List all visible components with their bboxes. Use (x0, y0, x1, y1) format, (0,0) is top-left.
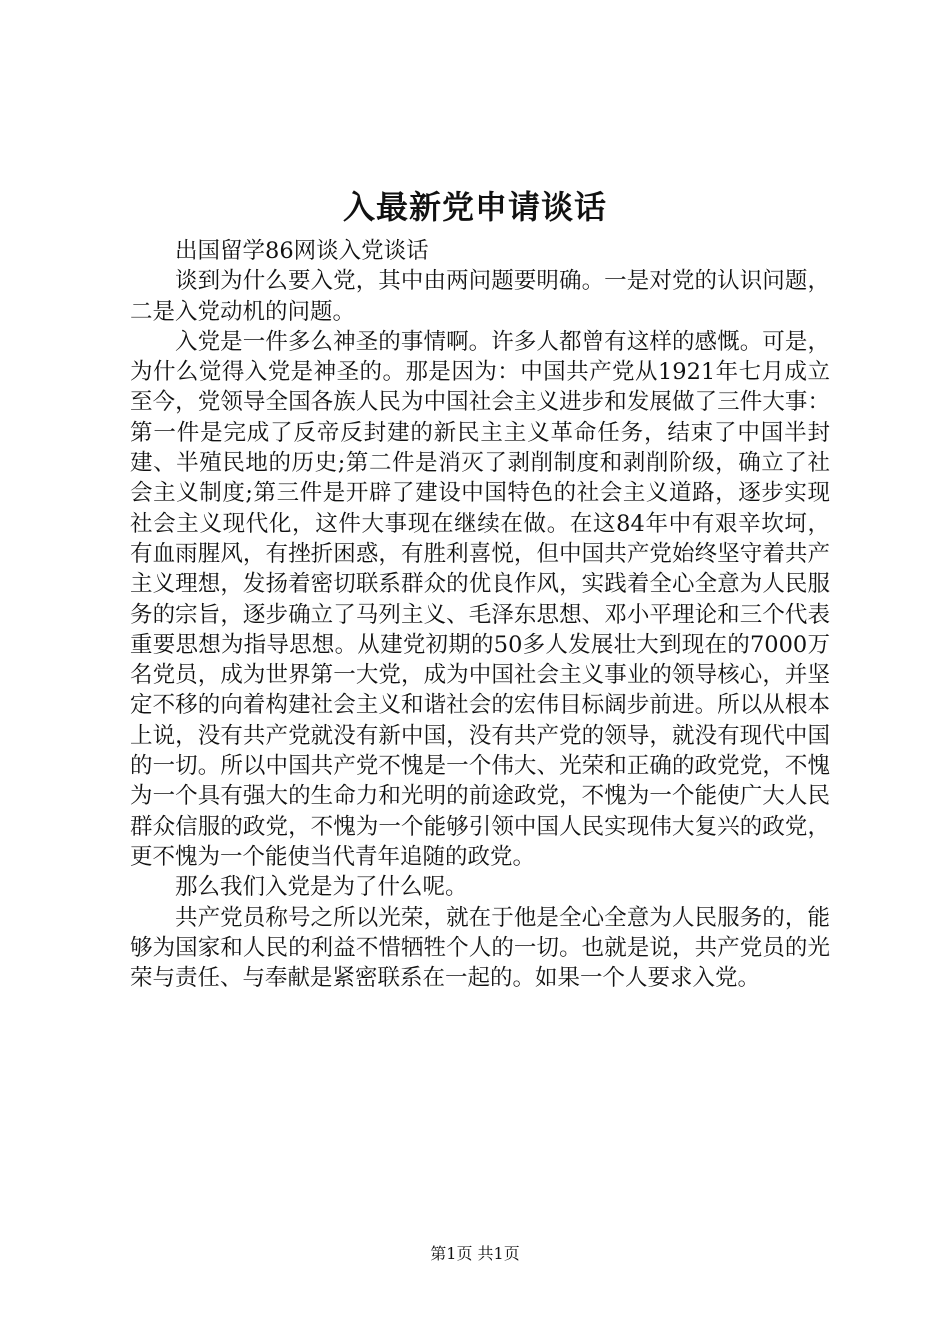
document-body (130, 236, 830, 993)
paragraph: 共产党员称号之所以光荣，就在于他是全心全意为人民服务的，能够为国家和人民的利益不惜牺牲个人的一切。也就是说，共产党员的光荣与责任、与奉献是紧密联系在一起的。如果一个人要求入党。 (130, 904, 830, 992)
page-number-footer: 第1页 共1页 (430, 1244, 520, 1263)
paragraph: 出国留学86网谈入党谈话 (175, 238, 429, 264)
paragraph: 入党是一件多么神圣的事情啊。许多人都曾有这样的感慨。可是，为什么觉得入党是神圣的。那是因为：中国共产党从1921年七月成立至今，党领导全国各族人民为中国社会主义进步和发展做了三件大事：第一件是完成了反帝反封建的新民主主义革命任务，结束了中国半封建、半殖民地的历史;第二件是消灭了剥削制度和剥削阶级，确立了社会主义制度;第三件是开辟了建设中国特色的社会主义道路，逐步实现社会主义现代化，这件大事现在继续在做。在这84年中有艰辛坎坷，有血雨腥风，有挫折困惑，有胜利喜悦，但中国共产党始终坚守着共产主义理想，发扬着密切联系群众的优良作风，实践着全心全意为人民服务的宗旨，逐步确立了马列主义、毛泽东思想、邓小平理论和三个代表重要思想为指导思想。从建党初期的50多人发展壮大到现在的7000万名党员，成为世界第一大党，成为中国社会主义事业的领导核心，并坚定不移的向着构建社会主义和谐社会的宏伟目标阔步前进。所以从根本上说，没有共产党就没有新中国，没有共产党的领导，就没有现代中国的一切。所以中国共产党不愧是一个伟大、光荣和正确的政党党，不愧为一个具有强大的生命力和光明的前途政党，不愧为一个能使广大人民群众信服的政党，不愧为一个能够引领中国人民实现伟大复兴的政党，更不愧为一个能使当代青年追随的政党。 (130, 328, 830, 870)
paragraph: 谈到为什么要入党，其中由两问题要明确。一是对党的认识问题，二是入党动机的问题。 (130, 268, 830, 325)
paragraph: 那么我们入党是为了什么呢。 (175, 874, 468, 901)
document-title: 入最新党申请谈话 (342, 188, 607, 226)
